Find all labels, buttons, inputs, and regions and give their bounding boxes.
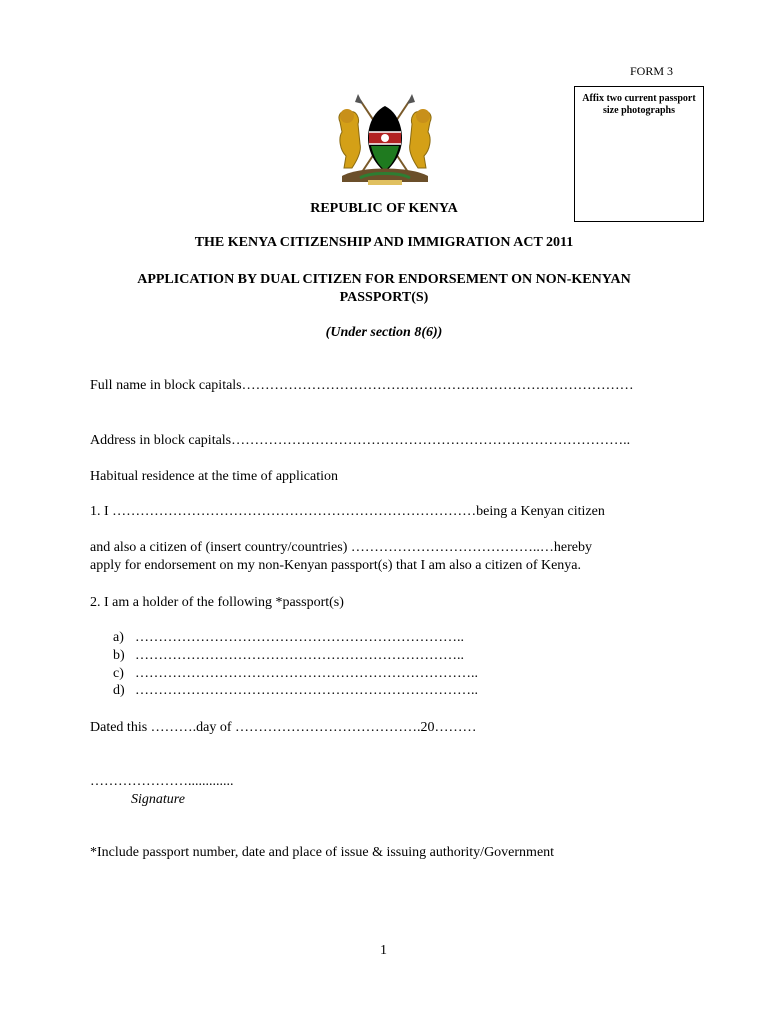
list-item-blank: …………………………………………………………….. (135, 630, 464, 645)
list-item-letter: c) (113, 666, 124, 681)
application-title-line2: PASSPORT(S) (339, 290, 429, 305)
habitual-residence-field: Habitual residence at the time of application (90, 469, 339, 484)
republic-heading: REPUBLIC OF KENYA (310, 201, 458, 216)
form-label: FORM 3 (630, 64, 674, 78)
signature-label: Signature (131, 792, 185, 807)
application-title-line1: APPLICATION BY DUAL CITIZEN FOR ENDORSEMENT ON NON-KENYAN (137, 272, 631, 287)
declaration-line-3: apply for endorsement on my non-Kenyan passport(s) that I am also a citizen of Kenya. (90, 558, 582, 573)
list-item-blank: ……………………………………………………………….. (135, 666, 478, 681)
section-reference: (Under section 8(6)) (325, 325, 443, 340)
kenya-coat-of-arms-icon (330, 92, 440, 188)
list-item-blank: ……………………………………………………………….. (135, 683, 478, 698)
signature-line: …………………............. (90, 774, 234, 789)
declaration-line-2: and also a citizen of (insert country/countries) …………………………………..…hereby (90, 540, 592, 555)
full-name-field: Full name in block capitals………………………………………………………………………… (90, 378, 634, 393)
list-item-blank: …………………………………………………………….. (135, 648, 464, 663)
address-field: Address in block capitals………………………………………………………………………….. (90, 433, 631, 448)
footnote: *Include passport number, date and place of issue & issuing authority/Government (90, 845, 555, 860)
page-number: 1 (380, 943, 387, 958)
passports-intro: 2. I am a holder of the following *passport(s) (90, 595, 344, 610)
declaration-line-1: 1. I ……………………………………………………………………being a Kenyan citizen (90, 504, 605, 519)
dated-field: Dated this ……….day of ………………………………….20……… (90, 720, 477, 735)
list-item-letter: a) (113, 630, 124, 645)
list-item-letter: b) (113, 648, 125, 663)
photo-box-text: Affix two current passport size photographs (582, 93, 696, 116)
act-heading: THE KENYA CITIZENSHIP AND IMMIGRATION ACT 2011 (194, 235, 574, 250)
list-item-letter: d) (113, 683, 125, 698)
